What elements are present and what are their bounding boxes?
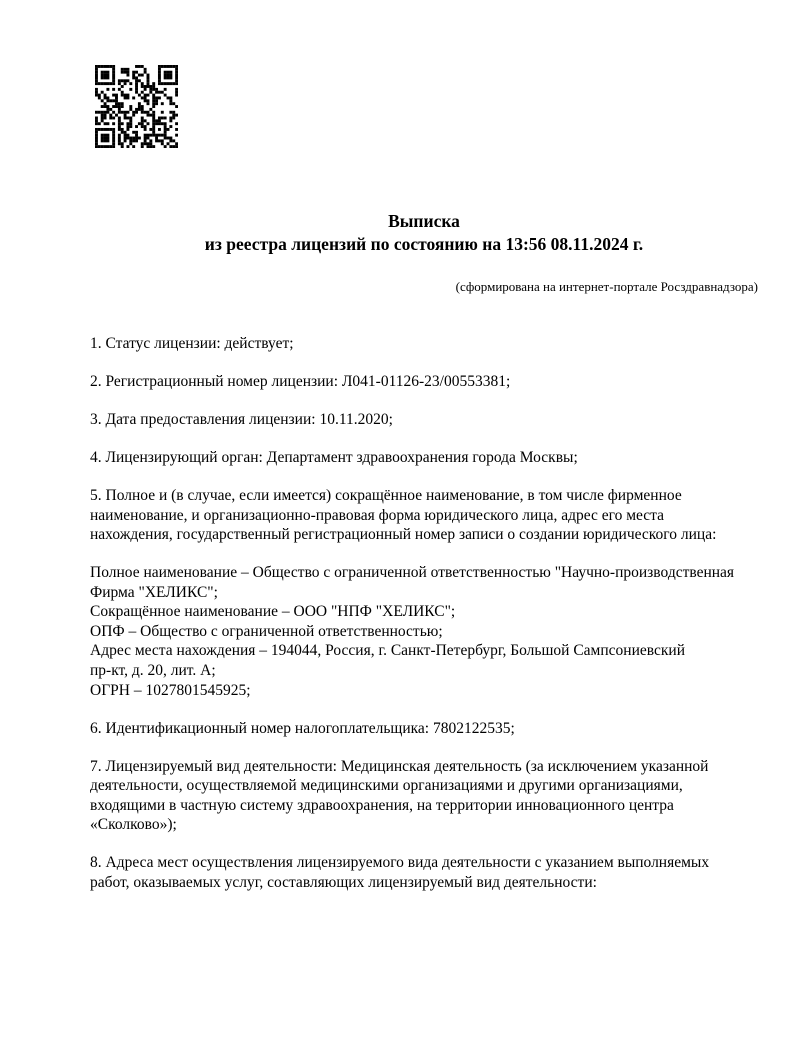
text-line: 8. Адреса мест осуществления лицензируемого вида деятельности с указанием выполняемых xyxy=(90,854,710,872)
text-line: ОПФ – Общество с ограниченной ответственностью; xyxy=(90,622,443,640)
text-line: 7. Лицензируемый вид деятельности: Медицинская деятельность (за исключением указанной xyxy=(90,757,709,775)
paragraphs-container xyxy=(90,334,758,893)
text-line: наименование, и организационно-правовая форма юридического лица, адрес его места xyxy=(90,506,665,524)
text-line: Адрес места нахождения – 194044, Россия, г. Санкт-Петербург, Большой Сампсониевский xyxy=(90,642,685,660)
text-line: «Сколково»); xyxy=(90,816,177,834)
document-body xyxy=(90,0,758,893)
paragraph-licensing-authority xyxy=(90,448,758,468)
text-line: Фирма "ХЕЛИКС"; xyxy=(90,583,218,601)
text-line: нахождения, государственный регистрационный номер записи о создании юридического лица: xyxy=(90,526,717,544)
document-title xyxy=(90,210,758,255)
text-line: работ, оказываемых услуг, составляющих лицензируемый вид деятельности: xyxy=(90,874,597,891)
paragraph-license-status xyxy=(90,334,758,354)
text-line: 6. Идентификационный номер налогоплательщика: 7802122535; xyxy=(90,719,515,737)
paragraph-registration-number xyxy=(90,372,758,392)
text-line: пр-кт, д. 20, лит. А; xyxy=(90,662,216,680)
text-line: 5. Полное и (в случае, если имеется) сокращённое наименование, в том числе фирменное xyxy=(90,486,682,504)
text-line: 1. Статус лицензии: действует; xyxy=(90,335,294,352)
paragraph-activity-addresses xyxy=(90,853,758,892)
text-line: ОГРН – 1027801545925; xyxy=(90,681,251,699)
document-subtitle: (сформирована на интернет-портале Росздравнадзора) xyxy=(455,279,758,294)
paragraph-entity-details xyxy=(90,563,758,700)
text-line: деятельности, осуществляемой медицинскими организациями и другими организациями, xyxy=(90,777,683,795)
text-line: входящими в частную систему здравоохранения, на территории инновационного центра xyxy=(90,796,674,814)
paragraph-licensed-activity xyxy=(90,757,758,835)
title-line-2: из реестра лицензий по состоянию на 13:56 08.11.2024 г. xyxy=(204,233,644,254)
paragraph-inn xyxy=(90,719,758,739)
text-line: Сокращённое наименование – ООО "НПФ "ХЕЛИКС"; xyxy=(90,603,456,621)
text-line: Полное наименование – Общество с ограниченной ответственностью "Научно-производственная xyxy=(90,564,735,582)
text-line: 4. Лицензирующий орган: Департамент здравоохранения города Москвы; xyxy=(90,448,578,466)
text-line: 2. Регистрационный номер лицензии: Л041-01126-23/00553381; xyxy=(90,372,511,390)
paragraph-entity-intro xyxy=(90,486,758,545)
paragraph-grant-date xyxy=(90,410,758,430)
text-line: 3. Дата предоставления лицензии: 10.11.2020; xyxy=(90,410,393,428)
title-line-1: Выписка xyxy=(388,211,460,231)
